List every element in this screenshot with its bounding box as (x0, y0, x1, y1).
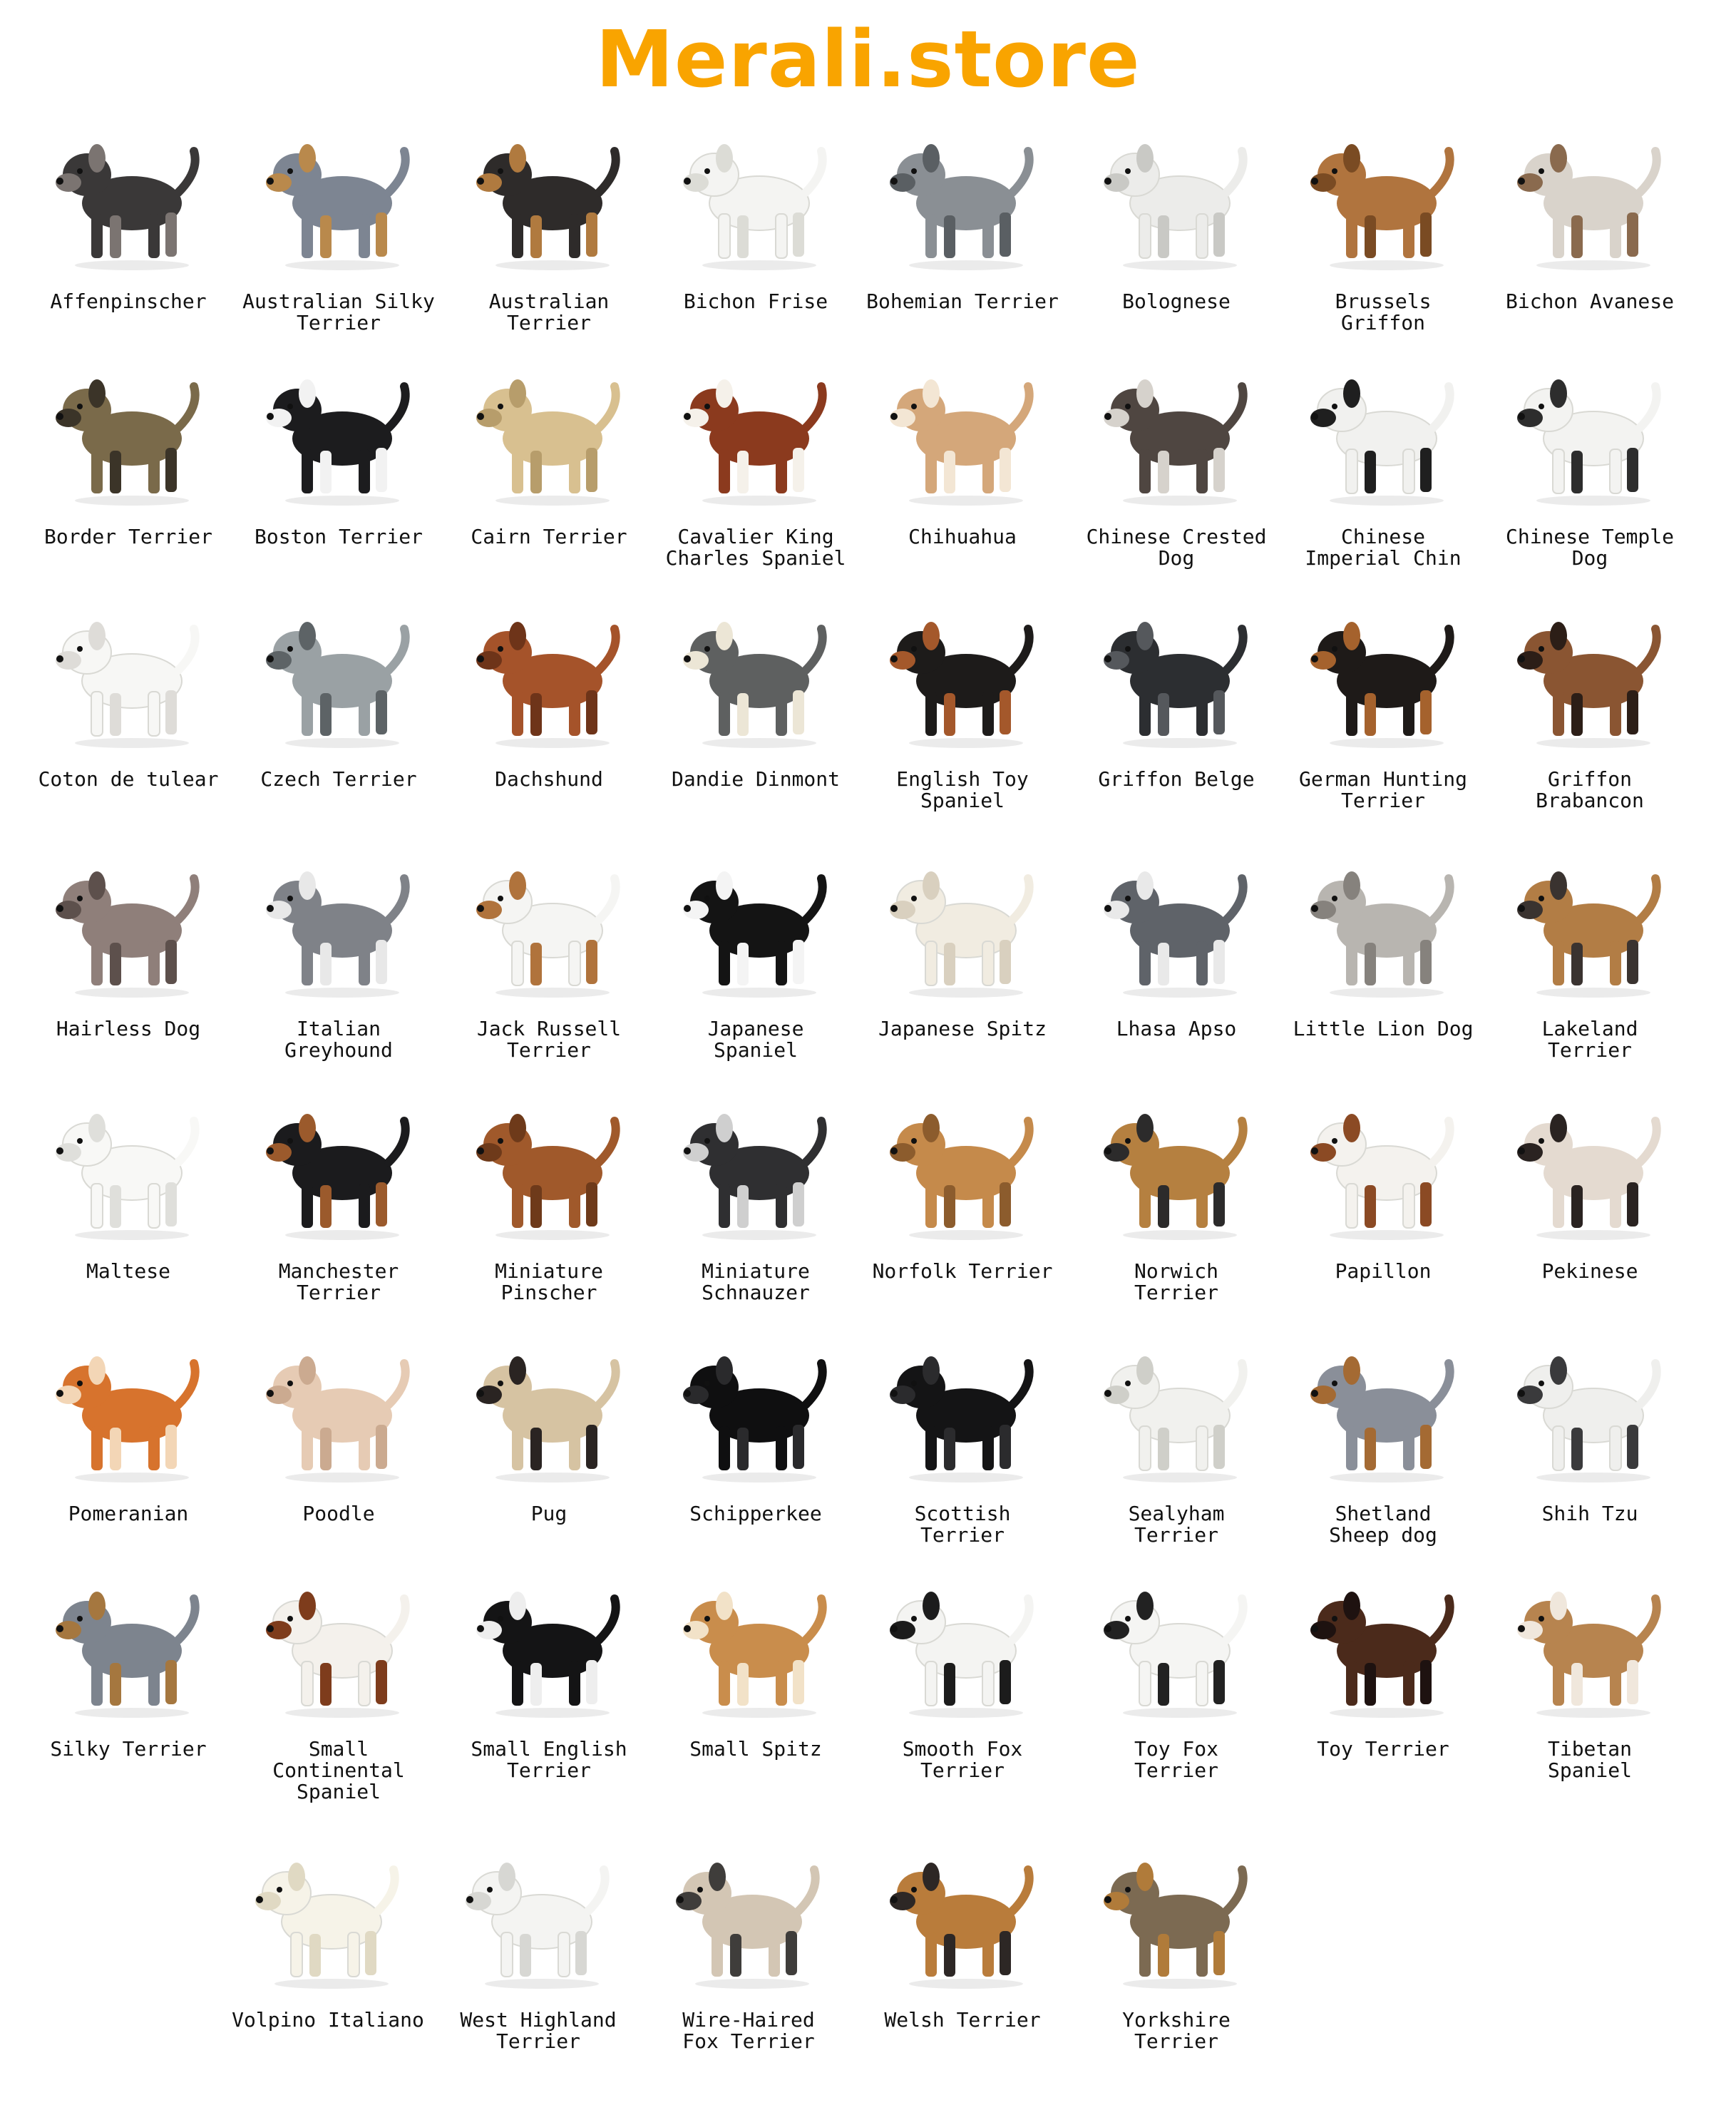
dog-icon (453, 1825, 624, 1997)
dog-icon (43, 834, 214, 1005)
breed-name: Cavalier King Charles Spaniel (665, 525, 846, 570)
breed-photo (43, 1555, 214, 1726)
breed-name: Hairless Dog (56, 1017, 201, 1040)
breed-name: Sealyham Terrier (1128, 1502, 1225, 1547)
breed-name: Chinese Imperial Chin (1305, 525, 1462, 570)
breed-name: Border Terrier (43, 525, 212, 548)
breed-photo (877, 1319, 1048, 1490)
breed-name: Poodle (302, 1502, 375, 1525)
breed-photo (877, 107, 1048, 278)
breed-name: Bohemian Terrier (866, 290, 1059, 313)
dog-icon (1298, 107, 1469, 278)
breed-card (649, 585, 863, 841)
breed-photo (1298, 107, 1469, 278)
breed-card (21, 585, 235, 841)
dog-icon (1298, 585, 1469, 756)
dog-icon (463, 834, 635, 1005)
dog-icon (1504, 107, 1675, 278)
breed-photo (670, 585, 841, 756)
breed-card (642, 1825, 856, 2082)
dog-icon (43, 1319, 214, 1490)
breed-card (21, 1077, 235, 1333)
breed-name: Norwich Terrier (1134, 1259, 1218, 1304)
breed-name: Yorkshire Terrier (1122, 2008, 1231, 2053)
breed-card (1276, 1555, 1490, 1811)
breed-name: Chihuahua (908, 525, 1017, 548)
breed-name: Lakeland Terrier (1541, 1017, 1638, 1062)
breed-name: Chinese Crested Dog (1086, 525, 1267, 570)
breed-name: English Toy Spaniel (896, 767, 1029, 812)
dog-icon (1298, 1077, 1469, 1248)
breed-card (232, 107, 446, 364)
breed-card (649, 107, 863, 364)
breed-photo (1091, 834, 1262, 1005)
breed-name: Griffon Brabancon (1536, 767, 1644, 812)
breed-photo (670, 1555, 841, 1726)
dog-icon (1091, 1555, 1262, 1726)
breed-card (232, 1555, 446, 1811)
breed-name: Maltese (86, 1259, 170, 1283)
breed-name: Pekinese (1541, 1259, 1638, 1283)
breed-photo (253, 1555, 424, 1726)
breed-name: Czech Terrier (260, 767, 417, 791)
dog-icon (1504, 1319, 1675, 1490)
breed-card (1483, 585, 1697, 841)
breed-card (442, 107, 656, 364)
breed-name: German Hunting Terrier (1298, 767, 1467, 812)
dog-icon (670, 1555, 841, 1726)
breed-photo (43, 585, 214, 756)
breed-photo (1091, 585, 1262, 756)
breed-name: Bichon Frise (683, 290, 828, 313)
breed-name: Cairn Terrier (471, 525, 627, 548)
breed-name: Welsh Terrier (884, 2008, 1041, 2032)
breed-card (1483, 107, 1697, 364)
breed-card (856, 1825, 1069, 2082)
breed-card (856, 1077, 1069, 1333)
breed-card (1069, 1077, 1283, 1333)
breed-photo (463, 834, 635, 1005)
breed-name: Dandie Dinmont (671, 767, 840, 791)
dog-icon (1091, 585, 1262, 756)
dog-icon (242, 1825, 414, 1997)
breed-name: Small Continental Spaniel (272, 1737, 405, 1803)
breed-name: Pomeranian (68, 1502, 189, 1525)
breed-name: Brussels Griffon (1335, 290, 1432, 334)
breed-photo (670, 1077, 841, 1248)
breed-photo (1504, 342, 1675, 513)
dog-icon (877, 1555, 1048, 1726)
breed-photo (253, 1319, 424, 1490)
dog-icon (1091, 834, 1262, 1005)
breed-name: Japanese Spaniel (707, 1017, 804, 1062)
breed-card (21, 1319, 235, 1576)
breed-card (649, 342, 863, 599)
breed-card (649, 1077, 863, 1333)
dog-icon (877, 107, 1048, 278)
breed-card (1276, 342, 1490, 599)
breed-name: Japanese Spitz (878, 1017, 1047, 1040)
dog-icon (670, 1319, 841, 1490)
breed-name: Tibetan Spaniel (1547, 1737, 1632, 1782)
breed-photo (43, 1077, 214, 1248)
breed-photo (877, 1555, 1048, 1726)
breed-name: Australian Terrier (488, 290, 610, 334)
breed-card (442, 834, 656, 1091)
breed-card (1483, 1077, 1697, 1333)
breed-name: Scottish Terrier (914, 1502, 1011, 1547)
breed-card (442, 1555, 656, 1811)
breed-photo (670, 107, 841, 278)
breed-card (232, 834, 446, 1091)
dog-icon (1504, 1555, 1675, 1726)
breed-photo (1298, 834, 1469, 1005)
dog-icon (1298, 1555, 1469, 1726)
dog-icon (877, 342, 1048, 513)
breed-photo (877, 1825, 1048, 1997)
dog-icon (43, 342, 214, 513)
dog-icon (43, 107, 214, 278)
breed-card (232, 1077, 446, 1333)
breed-name: Boston Terrier (254, 525, 423, 548)
breed-photo (253, 585, 424, 756)
breed-card (442, 585, 656, 841)
dog-icon (1298, 342, 1469, 513)
dog-icon (253, 107, 424, 278)
breed-photo (670, 1319, 841, 1490)
breed-photo (1091, 107, 1262, 278)
dog-icon (253, 1555, 424, 1726)
dog-icon (463, 585, 635, 756)
dog-icon (463, 1555, 635, 1726)
dog-icon (1091, 107, 1262, 278)
breed-card (649, 834, 863, 1091)
breed-photo (1091, 1319, 1262, 1490)
dog-icon (1091, 1077, 1262, 1248)
breed-photo (1298, 1555, 1469, 1726)
dog-icon (1298, 1319, 1469, 1490)
breed-photo (877, 834, 1048, 1005)
breed-card (856, 834, 1069, 1091)
breed-name: Italian Greyhound (284, 1017, 393, 1062)
breed-name: Shetland Sheep dog (1329, 1502, 1437, 1547)
breed-card (232, 342, 446, 599)
breed-photo (43, 342, 214, 513)
dog-icon (663, 1825, 834, 1997)
breed-card (442, 1077, 656, 1333)
breed-name: Small Spitz (689, 1737, 822, 1761)
dog-icon (253, 585, 424, 756)
breed-photo (43, 107, 214, 278)
breed-photo (1091, 1555, 1262, 1726)
dog-icon (463, 107, 635, 278)
breed-photo (1504, 585, 1675, 756)
breed-name: Bichon Avanese (1505, 290, 1674, 313)
breed-card (1069, 585, 1283, 841)
breed-card (1276, 1077, 1490, 1333)
dog-icon (877, 834, 1048, 1005)
breed-name: Little Lion Dog (1293, 1017, 1474, 1040)
dog-icon (43, 1077, 214, 1248)
breed-photo (1504, 1555, 1675, 1726)
breed-card (21, 342, 235, 599)
dog-icon (463, 342, 635, 513)
breed-photo (463, 1555, 635, 1726)
breed-card (1483, 1555, 1697, 1811)
breed-photo (453, 1825, 624, 1997)
breed-photo (43, 834, 214, 1005)
breed-photo (1504, 1077, 1675, 1248)
breed-card (1483, 342, 1697, 599)
breed-photo (463, 1319, 635, 1490)
breed-photo (242, 1825, 414, 1997)
breed-card (1483, 1319, 1697, 1576)
dog-icon (670, 834, 841, 1005)
breed-photo (670, 342, 841, 513)
breed-photo (1091, 1825, 1262, 1997)
breed-name: Papillon (1335, 1259, 1432, 1283)
breed-name: Pug (530, 1502, 567, 1525)
breed-card (856, 1555, 1069, 1811)
dog-icon (253, 834, 424, 1005)
breed-card (856, 1319, 1069, 1576)
breed-photo (877, 1077, 1048, 1248)
breed-photo (1504, 834, 1675, 1005)
breed-photo (463, 1077, 635, 1248)
dog-icon (670, 107, 841, 278)
breed-photo (1298, 1077, 1469, 1248)
breed-photo (1091, 342, 1262, 513)
dog-icon (877, 1319, 1048, 1490)
dog-icon (1298, 834, 1469, 1005)
breed-name: Shih Tzu (1541, 1502, 1638, 1525)
breed-photo (463, 342, 635, 513)
breed-name: Toy Terrier (1317, 1737, 1449, 1761)
breed-name: West Highland Terrier (460, 2008, 617, 2053)
breed-photo (877, 342, 1048, 513)
breed-name: Affenpinscher (50, 290, 207, 313)
dog-icon (1504, 585, 1675, 756)
store-title: Merali.store (595, 14, 1141, 105)
breed-name: Coton de tulear (38, 767, 219, 791)
breed-card (1069, 834, 1283, 1091)
breed-card (232, 585, 446, 841)
breed-name: Dachshund (495, 767, 603, 791)
dog-icon (1091, 342, 1262, 513)
breed-card (649, 1319, 863, 1576)
breed-card (221, 1825, 435, 2082)
breed-card (442, 342, 656, 599)
breed-name: Miniature Schnauzer (702, 1259, 810, 1304)
breed-card (1276, 1319, 1490, 1576)
breed-card (1276, 834, 1490, 1091)
breed-card (1069, 342, 1283, 599)
breed-name: Australian Silky Terrier (242, 290, 435, 334)
breed-card (21, 107, 235, 364)
dog-icon (670, 1077, 841, 1248)
breed-photo (1298, 585, 1469, 756)
breed-card (856, 585, 1069, 841)
breed-name: Volpino Italiano (232, 2008, 424, 2032)
dog-icon (1504, 342, 1675, 513)
breed-card (21, 834, 235, 1091)
dog-icon (463, 1319, 635, 1490)
breed-photo (1298, 342, 1469, 513)
breed-photo (1504, 107, 1675, 278)
breed-photo (663, 1825, 834, 1997)
breed-name: Smooth Fox Terrier (902, 1737, 1023, 1782)
breed-photo (253, 107, 424, 278)
breed-name: Bolognese (1122, 290, 1231, 313)
dog-icon (670, 585, 841, 756)
breed-name: Schipperkee (689, 1502, 822, 1525)
breed-photo (1298, 1319, 1469, 1490)
breed-name: Miniature Pinscher (495, 1259, 603, 1304)
breed-card (232, 1319, 446, 1576)
breed-card (1069, 1825, 1283, 2082)
dog-icon (877, 585, 1048, 756)
dog-icon (253, 1077, 424, 1248)
dog-icon (877, 1825, 1048, 1997)
breed-name: Norfolk Terrier (872, 1259, 1053, 1283)
breed-photo (1091, 1077, 1262, 1248)
dog-icon (43, 1555, 214, 1726)
dog-icon (253, 342, 424, 513)
breed-name: Griffon Belge (1098, 767, 1255, 791)
breed-photo (253, 342, 424, 513)
breed-photo (253, 834, 424, 1005)
breed-card (856, 107, 1069, 364)
dog-icon (1091, 1825, 1262, 1997)
breed-card (1069, 1319, 1283, 1576)
breed-card (649, 1555, 863, 1811)
breed-card (856, 342, 1069, 599)
breed-card (1069, 107, 1283, 364)
breed-photo (463, 585, 635, 756)
dog-icon (877, 1077, 1048, 1248)
breed-card (431, 1825, 645, 2082)
breed-photo (1504, 1319, 1675, 1490)
breed-card (1276, 585, 1490, 841)
dog-icon (1504, 834, 1675, 1005)
breed-name: Wire-Haired Fox Terrier (682, 2008, 815, 2053)
dog-icon (463, 1077, 635, 1248)
breed-card (1069, 1555, 1283, 1811)
breed-name: Toy Fox Terrier (1134, 1737, 1218, 1782)
dog-icon (1504, 1077, 1675, 1248)
dog-icon (253, 1319, 424, 1490)
breed-photo (463, 107, 635, 278)
dog-icon (43, 585, 214, 756)
breed-photo (670, 834, 841, 1005)
breed-card (1276, 107, 1490, 364)
breed-card (21, 1555, 235, 1811)
breed-photo (877, 585, 1048, 756)
breed-photo (43, 1319, 214, 1490)
breed-card (1483, 834, 1697, 1091)
breed-name: Chinese Temple Dog (1505, 525, 1674, 570)
breed-name: Lhasa Apso (1116, 1017, 1237, 1040)
dog-icon (1091, 1319, 1262, 1490)
breed-photo (253, 1077, 424, 1248)
breed-name: Jack Russell Terrier (476, 1017, 622, 1062)
breed-card (442, 1319, 656, 1576)
breed-name: Silky Terrier (50, 1737, 207, 1761)
dog-icon (670, 342, 841, 513)
breed-name: Small English Terrier (471, 1737, 627, 1782)
breed-name: Manchester Terrier (278, 1259, 399, 1304)
